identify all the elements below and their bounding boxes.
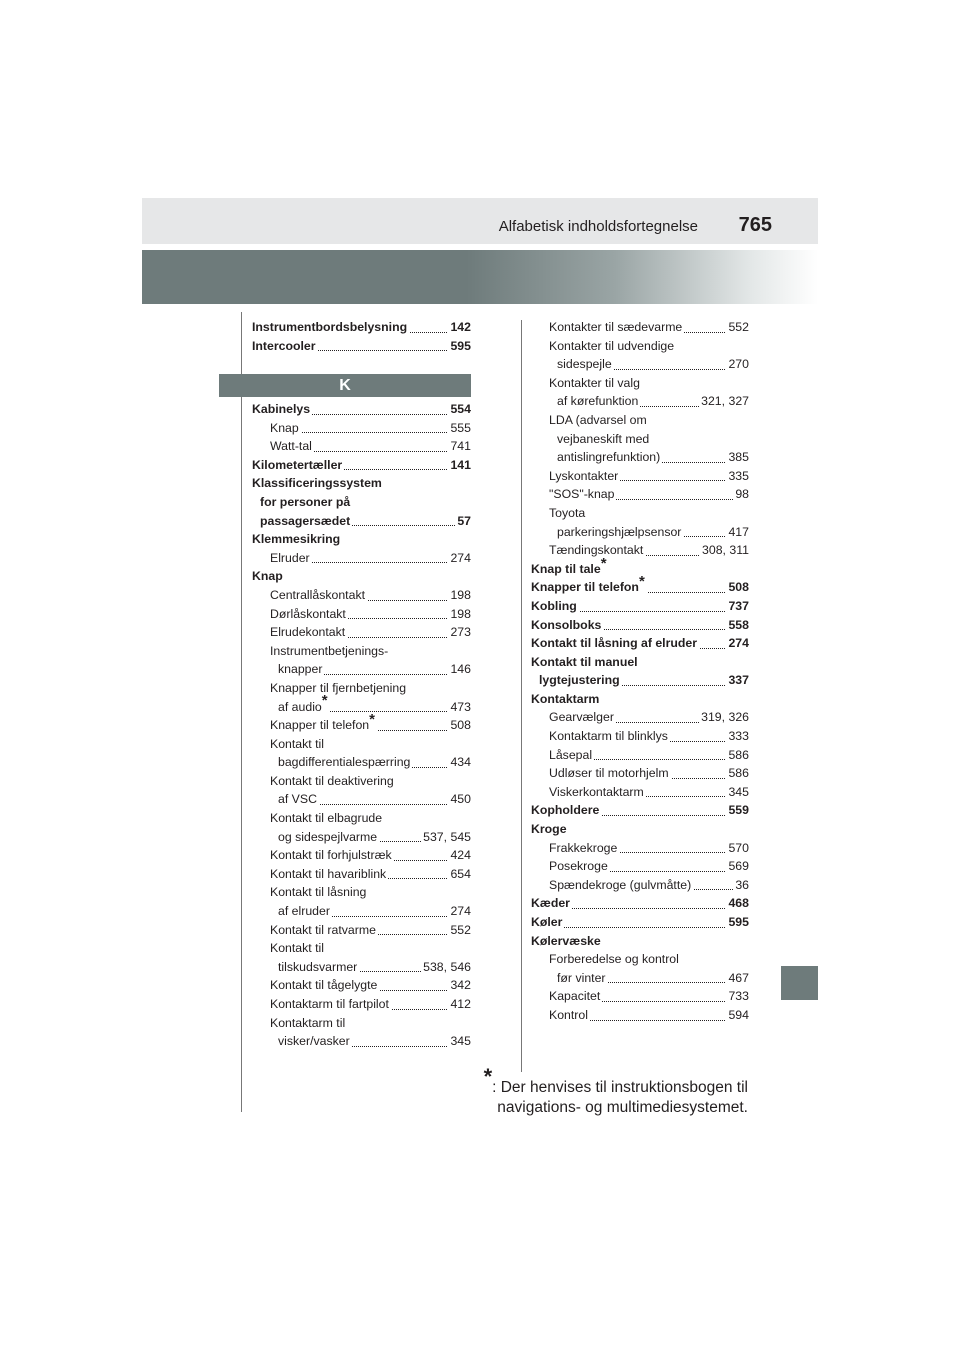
index-entry <box>252 846 471 865</box>
index-entry <box>252 493 471 512</box>
index-entry <box>252 976 471 995</box>
footnote-line-1: *: Der henvises til instruktionsbogen til <box>483 1064 748 1097</box>
index-entry <box>252 679 471 698</box>
left-rule <box>241 312 242 1112</box>
index-entry <box>252 623 471 642</box>
index-entry <box>531 541 749 560</box>
index-entry <box>252 419 471 438</box>
entry-label: Konsolboks <box>531 616 603 635</box>
index-entry <box>531 430 749 449</box>
index-entry <box>252 939 471 958</box>
entry-label: Knap <box>270 419 301 438</box>
entry-page: 552 <box>726 318 749 337</box>
index-entry <box>252 772 471 791</box>
entry-page: 552 <box>448 921 471 940</box>
index-entry <box>252 921 471 940</box>
entry-label: Kæder <box>531 894 572 913</box>
index-entry <box>252 474 471 493</box>
entry-label: Kontaktarm til <box>270 1014 347 1033</box>
index-entry <box>531 950 749 969</box>
entry-label: Knapper til telefon* <box>270 716 377 735</box>
index-entry <box>252 437 471 456</box>
index-entry <box>252 337 471 356</box>
entry-label: før vinter <box>557 969 608 988</box>
entry-label: af VSC <box>278 790 319 809</box>
entry-label: Udløser til motorhjelm <box>549 764 671 783</box>
index-entry <box>252 958 471 977</box>
thumb-index-tab <box>781 966 818 1000</box>
index-entry <box>531 392 749 411</box>
entry-label: lygtejustering <box>539 671 622 690</box>
entry-label: af elruder <box>278 902 332 921</box>
entry-label: Kontakt til låsning <box>270 883 368 902</box>
entry-page: 570 <box>726 839 749 858</box>
entry-page: 342 <box>448 976 471 995</box>
entry-page: 141 <box>448 456 471 475</box>
index-entry <box>531 411 749 430</box>
entry-label: Kontakt til havariblink <box>270 865 388 884</box>
entry-label: Klassificeringssystem <box>252 474 384 493</box>
index-entry <box>252 1032 471 1051</box>
index-entry <box>252 567 471 586</box>
footnote-star: * <box>600 554 607 572</box>
entry-page: 274 <box>448 549 471 568</box>
entry-label: Kontakter til udvendige <box>549 337 676 356</box>
entry-label: Køler <box>531 913 564 932</box>
entry-label: Kontaktarm til fartpilot <box>270 995 391 1014</box>
index-entry <box>531 932 749 951</box>
entry-label: af kørefunktion <box>557 392 640 411</box>
entry-label: Knap til tale* <box>531 560 609 579</box>
entry-label: Låsepal <box>549 746 594 765</box>
entry-page: 57 <box>455 512 471 531</box>
entry-label: parkeringshjælpsensor <box>557 523 683 542</box>
entry-page: 417 <box>726 523 749 542</box>
entry-page: 345 <box>726 783 749 802</box>
header-band <box>142 250 818 304</box>
entry-page: 274 <box>726 634 749 653</box>
index-entry <box>252 735 471 754</box>
entry-page: 467 <box>726 969 749 988</box>
index-entry <box>531 801 749 820</box>
entry-label: Gearvælger <box>549 708 616 727</box>
entry-label: Forberedelse og kontrol <box>549 950 681 969</box>
index-entry <box>252 711 471 735</box>
entry-label: LDA (advarsel om <box>549 411 649 430</box>
entry-page: 595 <box>448 337 471 356</box>
footnote-star: * <box>369 711 375 728</box>
index-entry <box>531 616 749 635</box>
entry-label: "SOS"-knap <box>549 485 616 504</box>
entry-page: 737 <box>726 597 749 616</box>
entry-page: 741 <box>448 437 471 456</box>
index-entry <box>531 820 749 839</box>
entry-label: Kontakt til elbagrude <box>270 809 384 828</box>
entry-label: Klemmesikring <box>252 530 342 549</box>
entry-page: 321, 327 <box>699 392 749 411</box>
entry-label: Kølervæske <box>531 932 603 951</box>
index-entry <box>531 857 749 876</box>
entry-label: Centrallåskontakt <box>270 586 367 605</box>
entry-label: Kontaktarm <box>531 690 601 709</box>
entry-label: Knapper til telefon* <box>531 578 647 597</box>
entry-label: af audio* <box>278 698 330 717</box>
index-entry <box>531 969 749 988</box>
footnote-star: * <box>638 573 645 591</box>
entry-label: Kontakter til sædevarme <box>549 318 684 337</box>
entry-label: sidespejle <box>557 355 614 374</box>
center-rule <box>521 320 522 1072</box>
entry-page: 412 <box>448 995 471 1014</box>
entry-page: 555 <box>448 419 471 438</box>
entry-page: 559 <box>726 801 749 820</box>
entry-label: Toyota <box>549 504 587 523</box>
entry-page: 594 <box>726 1006 749 1025</box>
index-entry <box>252 865 471 884</box>
entry-page: 146 <box>448 660 471 679</box>
entry-label: Spændekroge (gulvmåtte) <box>549 876 693 895</box>
entry-page: 558 <box>726 616 749 635</box>
entry-page: 508 <box>726 578 749 597</box>
entry-label: Dørlåskontakt <box>270 605 348 624</box>
entry-page: 595 <box>726 913 749 932</box>
index-entry <box>252 586 471 605</box>
entry-page: 537, 545 <box>421 828 471 847</box>
index-entry <box>252 692 471 717</box>
index-entry <box>531 504 749 523</box>
entry-page: 586 <box>726 746 749 765</box>
entry-page: 473 <box>448 698 471 717</box>
entry-label: Knapper til fjernbetjening <box>270 679 408 698</box>
index-entry <box>252 530 471 549</box>
index-entry <box>252 1014 471 1033</box>
entry-page: 198 <box>448 586 471 605</box>
index-entry <box>531 597 749 616</box>
entry-label: Kontakt til låsning af elruder <box>531 634 699 653</box>
index-entry <box>531 671 749 690</box>
index-entry <box>531 746 749 765</box>
index-entry <box>252 549 471 568</box>
index-entry <box>531 318 749 337</box>
entry-label: Kontakt til manuel <box>531 653 640 672</box>
left-column-main <box>252 400 471 1051</box>
index-entry <box>531 448 749 467</box>
index-entry <box>531 708 749 727</box>
entry-page: 450 <box>448 790 471 809</box>
entry-label: Kontakt til <box>270 735 326 754</box>
index-entry <box>252 512 471 531</box>
index-entry <box>531 467 749 486</box>
index-entry <box>531 783 749 802</box>
entry-page: 333 <box>726 727 749 746</box>
entry-label: vejbaneskift med <box>557 430 651 449</box>
entry-page: 586 <box>726 764 749 783</box>
entry-label: Kroge <box>531 820 569 839</box>
index-entry <box>531 764 749 783</box>
entry-page: 270 <box>726 355 749 374</box>
entry-label: Instrumentbordsbelysning <box>252 318 409 337</box>
entry-label: Watt-tal <box>270 437 314 456</box>
page-header <box>142 198 818 244</box>
left-column-top <box>252 318 471 355</box>
entry-label: Posekroge <box>549 857 610 876</box>
entry-label: Kontakt til deaktivering <box>270 772 396 791</box>
right-column <box>531 318 749 1025</box>
header-title: Alfabetisk indholdsfortegnelse <box>498 218 698 235</box>
entry-page: 337 <box>726 671 749 690</box>
entry-label: Elruder <box>270 549 312 568</box>
index-entry <box>252 642 471 661</box>
entry-page: 538, 546 <box>421 958 471 977</box>
entry-page: 554 <box>448 400 471 419</box>
entry-label: Kontakter til valg <box>549 374 642 393</box>
entry-label: Intercooler <box>252 337 318 356</box>
entry-label: Kobling <box>531 597 579 616</box>
entry-label: Kopholdere <box>531 801 601 820</box>
entry-page: 569 <box>726 857 749 876</box>
entry-page: 733 <box>726 987 749 1006</box>
index-entry <box>531 374 749 393</box>
index-entry <box>531 876 749 895</box>
entry-page: 274 <box>448 902 471 921</box>
entry-label: Kontakt til ratvarme <box>270 921 378 940</box>
index-entry <box>252 318 471 337</box>
index-entry <box>531 894 749 913</box>
index-entry <box>531 337 749 356</box>
entry-page: 654 <box>448 865 471 884</box>
entry-page: 273 <box>448 623 471 642</box>
index-entry <box>531 523 749 542</box>
footnote-line-2: navigations- og multimediesystemet. <box>497 1099 748 1117</box>
entry-page: 142 <box>448 318 471 337</box>
index-entry <box>531 690 749 709</box>
entry-label: Tændingskontakt <box>549 541 645 560</box>
entry-label: knapper <box>278 660 324 679</box>
entry-label: visker/vasker <box>278 1032 352 1051</box>
footnote <box>483 1064 748 1117</box>
entry-page: 385 <box>726 448 749 467</box>
index-entry <box>252 605 471 624</box>
index-entry <box>531 839 749 858</box>
index-entry <box>252 883 471 902</box>
entry-label: Kontrol <box>549 1006 590 1025</box>
index-entry <box>531 485 749 504</box>
entry-label: tilskudsvarmer <box>278 958 359 977</box>
index-entry <box>531 987 749 1006</box>
footnote-marker: * <box>483 1064 493 1089</box>
section-header-k: K <box>219 374 471 397</box>
entry-page: 345 <box>448 1032 471 1051</box>
index-entry <box>252 809 471 828</box>
entry-page: 468 <box>726 894 749 913</box>
entry-label: Lyskontakter <box>549 467 620 486</box>
index-entry <box>252 456 471 475</box>
entry-label: Kontakt til tågelygte <box>270 976 379 995</box>
entry-label: Kapacitet <box>549 987 602 1006</box>
entry-label: Frakkekroge <box>549 839 619 858</box>
entry-page: 508 <box>448 716 471 735</box>
entry-label: Instrumentbetjenings- <box>270 642 390 661</box>
index-entry <box>531 634 749 653</box>
footnote-star: * <box>321 692 328 710</box>
index-entry <box>252 828 471 847</box>
entry-label: bagdifferentialespærring <box>278 753 412 772</box>
entry-page: 198 <box>448 605 471 624</box>
entry-label: Viskerkontaktarm <box>549 783 646 802</box>
index-entry <box>531 727 749 746</box>
entry-page: 36 <box>733 876 749 895</box>
entry-label: og sidespejlvarme <box>278 828 379 847</box>
index-entry <box>252 753 471 772</box>
entry-page: 424 <box>448 846 471 865</box>
entry-label: Kontaktarm til blinklys <box>549 727 670 746</box>
index-entry <box>531 653 749 672</box>
index-entry <box>252 995 471 1014</box>
entry-label: Kontakt til <box>270 939 326 958</box>
index-entry <box>531 913 749 932</box>
index-entry <box>531 573 749 597</box>
index-entry <box>252 790 471 809</box>
entry-label: Knap <box>252 567 285 586</box>
entry-label: passagersædet <box>260 512 352 531</box>
index-entry <box>252 902 471 921</box>
index-entry <box>252 660 471 679</box>
entry-label: Kabinelys <box>252 400 312 419</box>
index-entry <box>252 400 471 419</box>
entry-label: for personer på <box>260 493 352 512</box>
index-entry <box>531 1006 749 1025</box>
entry-label: Kilometertæller <box>252 456 344 475</box>
entry-label: antislingrefunktion) <box>557 448 662 467</box>
entry-page: 434 <box>448 753 471 772</box>
page-number: 765 <box>738 214 772 236</box>
index-entry <box>531 355 749 374</box>
entry-page: 335 <box>726 467 749 486</box>
entry-page: 308, 311 <box>700 541 749 560</box>
entry-label: Kontakt til forhjulstræk <box>270 846 394 865</box>
entry-page: 98 <box>733 485 749 504</box>
entry-page: 319, 326 <box>699 708 749 727</box>
entry-label: Elrudekontakt <box>270 623 347 642</box>
